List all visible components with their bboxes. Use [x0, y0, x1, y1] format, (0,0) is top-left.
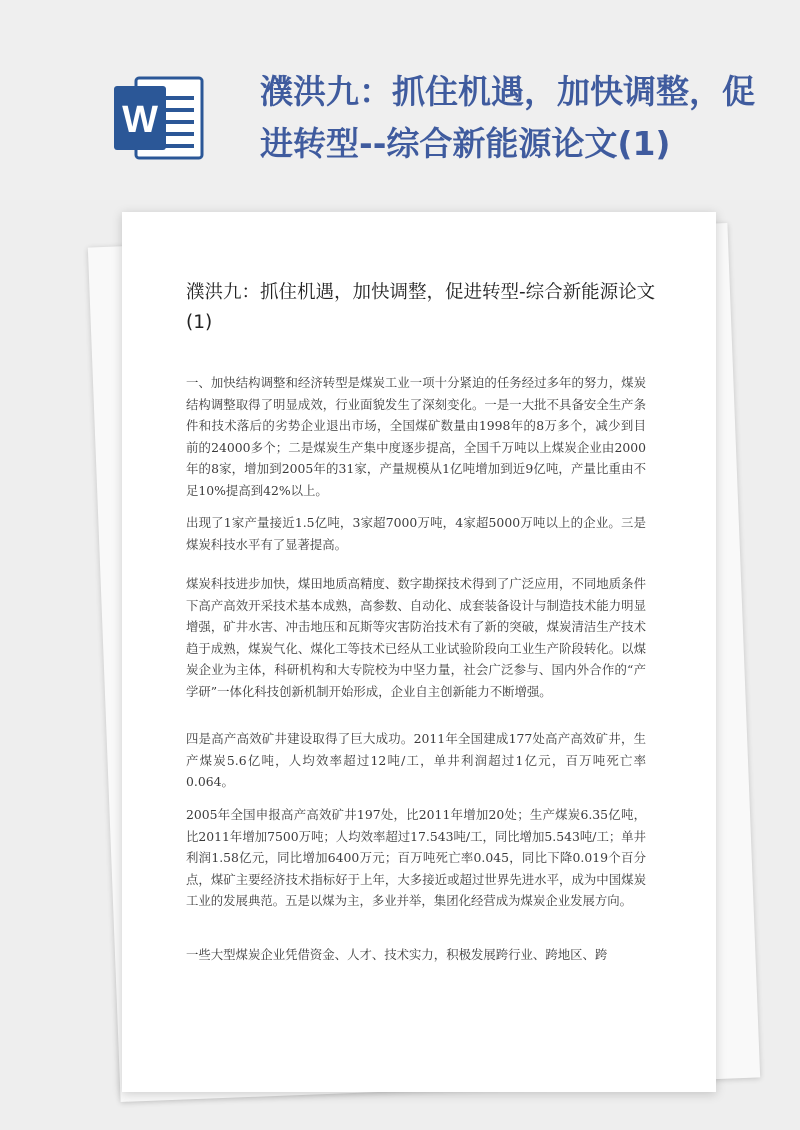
document-page [122, 212, 716, 1092]
document-title: 濮洪九：抓住机遇，加快调整，促进转型-综合新能源论文(1) [186, 282, 656, 333]
word-doc-icon [110, 70, 206, 166]
paragraph: 煤炭科技进步加快，煤田地质高精度、数字勘探技术得到了广泛应用，不同地质条件下高产高效开采技术基本成熟，高参数、自动化、成套装备设计与制造技术能力明显增强，矿井水害、冲击地压和瓦斯等灾害防治技术有了新的突破，煤炭清洁生产技术趋于成熟，煤炭气化、煤化工等技术已经从工业试验阶段向工业生产阶段转化。以煤炭企业为主体，科研机构和大专院校为中坚力量，社会广泛参与、国内外合作的“产学研”一体化科技创新机制开始形成，企业自主创新能力不断增强。 [186, 576, 646, 699]
page-title: 濮洪九：抓住机遇，加快调整，促进转型--综合新能源论文(1) [260, 72, 755, 163]
header-banner [0, 0, 800, 200]
paragraph: 2005年全国申报高产高效矿井197处，比2011年增加20处；生产煤炭6.35亿吨，比2011年增加7500万吨；人均效率超过17.543吨/工，同比增加5.543吨/工；单井利润1.58亿元，同比增加6400万元；百万吨死亡率0.045，同比下降0.019个百分点，煤矿主要经济技术指标好于上年，大多接近或超过世界先进水平，成为中国煤炭工业的发展典范。五是以煤为主，多业并举，集团化经营成为煤炭企业发展方向。 [186, 807, 647, 908]
paragraph: 一些大型煤炭企业凭借资金、人才、技术实力，积极发展跨行业、跨地区、跨 [186, 947, 608, 962]
paragraph: 一、加快结构调整和经济转型是煤炭工业一项十分紧迫的任务经过多年的努力，煤炭结构调整取得了明显成效，行业面貌发生了深刻变化。一是一大批不具备安全生产条件和技术落后的劣势企业退出市场，全国煤矿数量由1998年的8万多个，减少到目前的24000多个；二是煤炭生产集中度逐步提高，全国千万吨以上煤炭企业由2000年的8家，增加到2005年的31家，产量规模从1亿吨增加到近9亿吨，产量比重由不足10%提高到42%以上。 [186, 375, 646, 498]
paragraph: 四是高产高效矿井建设取得了巨大成功。2011年全国建成177处高产高效矿井，生产煤炭5.6亿吨，人均效率超过12吨/工，单井利润超过1亿元，百万吨死亡率0.064。 [186, 731, 646, 789]
paragraph: 出现了1家产量接近1.5亿吨，3家超7000万吨，4家超5000万吨以上的企业。三是煤炭科技水平有了显著提高。 [186, 515, 646, 552]
word-logo-letter: W [122, 99, 158, 141]
